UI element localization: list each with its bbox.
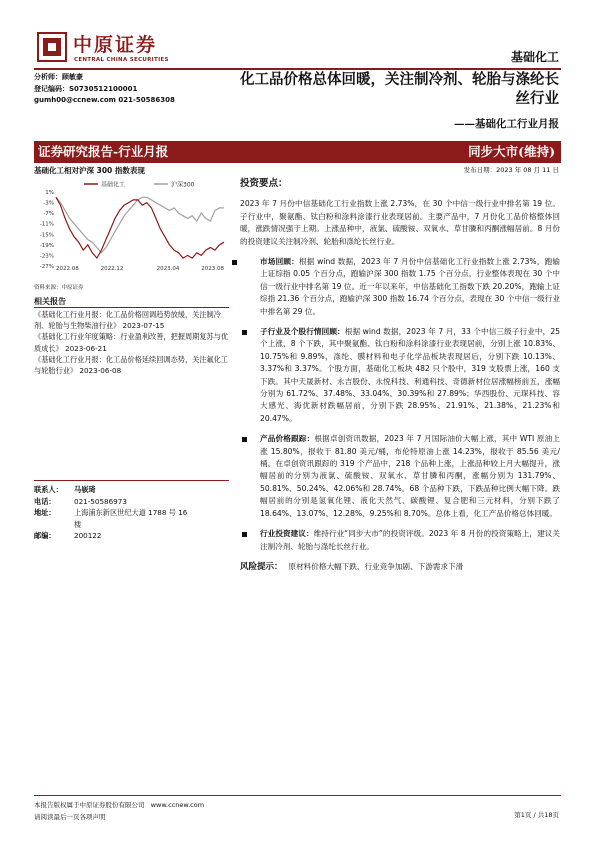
y-tick-label: -15% [39,232,54,239]
related-rule [34,307,229,308]
x-tick-label: 2023.08 [201,266,224,272]
bullet-square-icon [242,532,247,537]
risk-warning [240,561,560,573]
zip-label: 邮编： [34,531,56,540]
key-points-heading: 投资要点： [240,178,288,189]
related-reports [34,309,234,376]
related-heading: 相关报告 [34,297,66,306]
logo-text-cn: 中原证券 [73,34,158,56]
analyst-contact: gumh00@ccnew.com 021-50586308 [34,96,175,104]
report-banner [34,141,561,163]
contact-rule [34,480,229,481]
bullet-label: 行业投资建议： [260,529,314,539]
chart-source: 资料来源：中原证券 [34,285,84,291]
bullet-label: 子行业及个股行情回顾： [260,327,345,336]
chart-title: 基础化工相对沪深 300 指数表现 [34,166,145,175]
footer-rule [34,795,561,796]
bullet-square-icon [232,260,237,265]
y-tick-label: -11% [39,221,54,228]
risk-text: 原材料价格大幅下跌、行业竞争加剧、下游需求下滑 [288,561,464,571]
legend-label: 基础化工 [101,181,126,189]
contact-name: 马嵚琦 [74,485,96,494]
performance-chart [34,178,229,278]
page-number: 第1页 / 共18页 [514,811,559,819]
bullet-market-review [232,256,560,318]
website-link[interactable]: www.ccnew.com [150,801,205,809]
sector-label: 基础化工 [510,50,559,64]
zip-value: 200122 [74,531,102,540]
related-report-item[interactable]: 《基础化工行业年度策略：行业盈利改善，把握周期复苏与优质成长》 2023-06-21 [34,332,229,353]
y-tick-label: -19% [39,242,54,249]
series-line [56,197,224,253]
phone-value: 021-50586973 [74,496,127,506]
contact-heading: 联系人： [34,485,63,494]
analyst-name-label: 分析师： [34,73,62,81]
y-tick-label: -23% [39,253,54,260]
chart-svg [34,178,229,278]
bullet-square-icon [242,330,247,335]
bullet-text: 根据 wind 数据，2023 年 7 月份中信基础化工行业指数上涨 2.73%，跑输上证综指 0.05 个百分点，跑输沪深 300 指数 1.75 个百分点，行业整体表现在 30 个中信一级行业中排名第 19 位。近一年以来年，中信基础化工指数下跌 20.20%，跑输上证综指 21.36 个百分点，跑输沪深 300 指数 16.74 个百分点，表现在 30 个中信一级行业中排名第 29 位。 [260,256,561,316]
x-tick-label: 2022.08 [56,266,79,272]
analyst-name: 顾敏豪 [62,73,83,81]
bullet-sub-industry [232,326,560,425]
bullet-price-tracking [232,433,560,520]
contact-block [34,484,234,542]
series-line [56,197,224,258]
bullet-label: 产品价格跟踪： [260,434,315,444]
risk-label: 风险提示： [240,561,283,572]
logo-text-en: CENTRAL CHINA SECURITIES [74,57,169,63]
related-report-item[interactable]: 《基础化工行业月报：化工品价格回调趋势放缓，关注制冷剂、轮胎与生物柴油行业》 2023-07-15 [34,310,221,331]
analyst-reg: S0730512100001 [69,84,138,93]
publish-date: 发布日期：2023 年 08 月 11 日 [463,166,559,174]
related-report-item[interactable]: 《基础化工行业月报：化工品价格延续回调态势，关注氟化工与轮胎行业》 2023-06-08 [34,354,229,376]
report-type: 证券研究报告-行业月报 [38,144,169,159]
y-tick-label: -3% [43,200,54,207]
analyst-reg-label: 登记编码： [34,84,69,93]
phone-label: 电话： [34,496,56,506]
logo-mark-icon [37,32,67,62]
disclaimer-note: 请阅读最后一页各项声明 [34,813,106,821]
bullet-text: 根据 wind 数据，2023 年 7 月，33 个中信三级子行业中，25 个上涨，8 个下跌，其中聚氨酯、钛白粉和涂料涂漆行业表现居前，分别上涨 10.83%、10.75%和 9.89%，涤纶、膜材料和电子化学品板块表现居后，分别下跌 10.13%、3.37%和 3.37%。个股方面，基础化工板块 482 只个股中，319 支股票上涨，160 支下跌。其中天晟新材、永吉股份、永悦科技、利通科技、奇德新材位居涨幅榜前五，涨幅分别为 61.72%、37.48%、33.04%、30.39%和 27.89%；华西股份、元琛科技、容大感光、海优新材跌幅居前，分别下跌 28.95%、21.91%、21.38%、21.23%和 20.47%。 [260,327,561,423]
report-title: 化工品价格总体回暖，关注制冷剂、轮胎与涤纶长丝行业 [240,71,559,107]
y-tick-label: -27% [39,264,54,270]
bullet-investment-advice [232,528,560,553]
legend-label: 沪深300 [171,181,195,189]
bullet-label: 市场回顾： [260,256,299,266]
bullet-text: 根据卓创资讯数据，2023 年 7 月国际油价大幅上涨，其中 WTI 原油上涨 15.80%，报收于 81.80 美元/桶，布伦特原油上涨 14.23%，报收于 85.56 美元/桶。在卓创资讯跟踪的 319 个产品中，218 个品种上涨，上涨品种较上月大幅提升，涨幅居前的分别为液氯、硫酸铵、双氧水、草甘膦和丙酮，涨幅分别为 131.79%、50.81%、50.24%、42.06%和 28.74%。68 个品种下跌，下跌品种比例大幅下降。跌幅居前的分别是氢氧化锂、液化天然气、碳酸锂、复合肥和三元材料，分别下跌了 18.64%、13.07%、12.28%、9.25%和 8.70%。总体上看，化工产品价格总体回暖。 [260,434,560,518]
bullet-square-icon [242,437,247,442]
company-logo [37,30,177,70]
y-tick-label: 1% [45,190,54,196]
main-content [232,178,560,573]
copyright-text: 本报告版权属于中原证券股份有限公司 [34,801,145,809]
rating: 同步大市(维持) [468,144,555,159]
bullet-text: 维持行业“同步大市”的投资评级。2023 年 8 月份的投资策略上，建议关注制冷剂、轮胎与涤纶长丝行业。 [260,529,560,551]
x-tick-label: 2023.04 [156,266,180,272]
footer-left [34,799,204,823]
address-value: 上海浦东新区世纪大道 1788 号 16 楼 [74,508,188,529]
analyst-info [34,72,175,107]
address-label: 地址： [34,508,56,517]
report-subtitle: ——基础化工行业月报 [454,118,559,130]
x-tick-label: 2022.12 [100,266,124,272]
intro-paragraph: 2023 年 7 月份中信基础化工行业指数上涨 2.73%，在 30 个中信一级行业中排名第 19 位。子行业中，聚氨酯、钛白粉和涂料涂漆行业表现居前。主要产品中，7 月份化工品价格整体回暖，涨跌情况强于上期。上涨品种中，液氯、硫酸铵、双氧水、草甘膦和丙酮涨幅居前。8 月份的投资建议关注制冷剂、轮胎和涤纶长丝行业。 [240,199,560,246]
y-tick-label: -7% [43,211,54,218]
